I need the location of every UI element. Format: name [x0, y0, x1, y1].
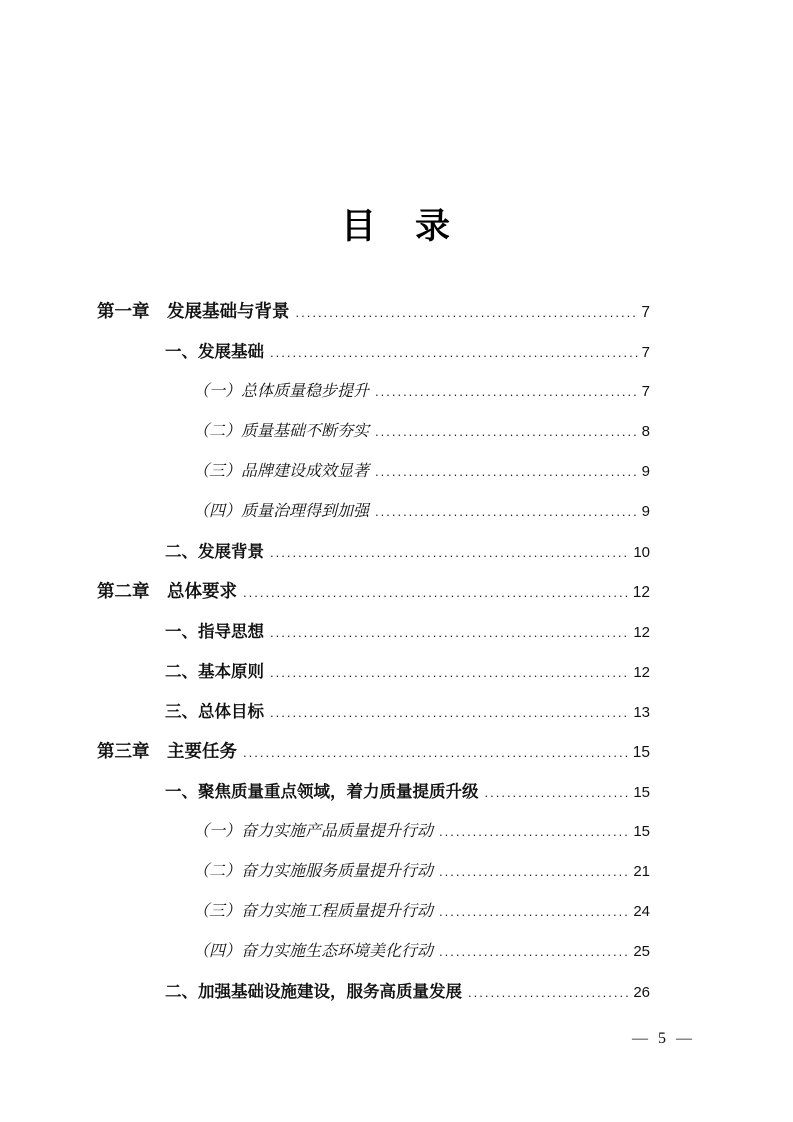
- toc-entry-subsection[interactable]: [97, 858, 650, 882]
- toc-entry-subsection[interactable]: [97, 458, 650, 482]
- dot-leader: [270, 705, 629, 720]
- toc-entry-label: （三）品牌建设成效显著: [193, 463, 370, 480]
- toc-entry-page: 26: [633, 984, 650, 1001]
- toc-entry-label: （一）奋力实施产品质量提升行动: [193, 823, 434, 840]
- toc-entry-page: 9: [641, 463, 650, 480]
- toc-entry-label: 二、发展背景: [165, 543, 264, 561]
- dot-leader: [375, 464, 638, 479]
- toc-entry-label: 第二章 总体要求: [97, 581, 237, 601]
- dot-leader: [439, 904, 629, 919]
- dot-leader: [375, 504, 638, 519]
- toc-entry-page: 8: [641, 423, 650, 440]
- toc-entry-label: 二、基本原则: [165, 663, 264, 681]
- toc-entry-label: 第三章 主要任务: [97, 741, 237, 761]
- toc-entry-page: 12: [633, 624, 650, 641]
- toc-entry-subsection[interactable]: [97, 898, 650, 922]
- toc-entry-label: 二、加强基础设施建设，服务高质量发展: [165, 983, 462, 1001]
- toc-entry-section[interactable]: [97, 698, 650, 722]
- dot-leader: [468, 985, 629, 1000]
- toc-entry-label: 第一章 发展基础与背景: [97, 301, 290, 321]
- toc-entry-page: 15: [633, 784, 650, 801]
- dot-leader: [485, 785, 630, 800]
- toc-entry-chapter-2[interactable]: [97, 578, 650, 602]
- dot-leader: [439, 824, 629, 839]
- toc-entry-label: 一、发展基础: [165, 343, 264, 361]
- toc-entry-page: 7: [641, 383, 650, 400]
- toc-entry-label: 三、总体目标: [165, 703, 264, 721]
- dot-leader: [270, 665, 629, 680]
- toc-entry-label: （四）奋力实施生态环境美化行动: [193, 943, 434, 960]
- toc-entry-section[interactable]: [97, 618, 650, 642]
- dot-leader: [375, 384, 638, 399]
- toc-entry-page: 15: [632, 744, 650, 761]
- toc-entry-label: 一、聚焦质量重点领域，着力质量提质升级: [165, 783, 479, 801]
- toc-entry-section[interactable]: [97, 778, 650, 802]
- toc-entry-page: 7: [641, 344, 650, 361]
- toc-entry-page: 10: [633, 544, 650, 561]
- toc-entry-label: （三）奋力实施工程质量提升行动: [193, 903, 434, 920]
- toc-entry-page: 13: [633, 704, 650, 721]
- toc-entry-chapter-1[interactable]: [97, 298, 650, 322]
- dot-leader: [296, 305, 638, 320]
- toc-entry-label: （二）奋力实施服务质量提升行动: [193, 863, 434, 880]
- toc-entry-page: 9: [641, 503, 650, 520]
- toc-entry-section[interactable]: [97, 338, 650, 362]
- dot-leader: [270, 345, 638, 360]
- toc-entry-section[interactable]: [97, 658, 650, 682]
- toc-entry-label: （一）总体质量稳步提升: [193, 383, 370, 400]
- dot-leader: [439, 944, 629, 959]
- dot-leader: [439, 864, 629, 879]
- toc-entry-page: 12: [633, 664, 650, 681]
- toc-entry-subsection[interactable]: [97, 498, 650, 522]
- toc-entry-page: 7: [641, 304, 650, 321]
- toc-entry-section[interactable]: [97, 538, 650, 562]
- toc-entry-chapter-3[interactable]: [97, 738, 650, 762]
- toc-entry-label: （二）质量基础不断夯实: [193, 423, 370, 440]
- table-of-contents: [97, 298, 650, 1002]
- toc-entry-subsection[interactable]: [97, 378, 650, 402]
- toc-entry-page: 24: [633, 903, 650, 920]
- toc-entry-page: 21: [633, 863, 650, 880]
- dot-leader: [270, 545, 629, 560]
- page-title: 目 录: [340, 207, 452, 246]
- toc-entry-page: 25: [633, 943, 650, 960]
- dot-leader: [243, 745, 629, 760]
- toc-entry-label: （四）质量治理得到加强: [193, 503, 370, 520]
- toc-entry-subsection[interactable]: [97, 818, 650, 842]
- toc-entry-subsection[interactable]: [97, 418, 650, 442]
- dot-leader: [243, 585, 629, 600]
- dot-leader: [375, 424, 638, 439]
- toc-entry-subsection[interactable]: [97, 938, 650, 962]
- toc-entry-page: 12: [632, 584, 650, 601]
- footer-page-number: — 5 —: [632, 1030, 695, 1047]
- toc-entry-section[interactable]: [97, 978, 650, 1002]
- toc-entry-label: 一、指导思想: [165, 623, 264, 641]
- dot-leader: [270, 625, 629, 640]
- toc-entry-page: 15: [633, 823, 650, 840]
